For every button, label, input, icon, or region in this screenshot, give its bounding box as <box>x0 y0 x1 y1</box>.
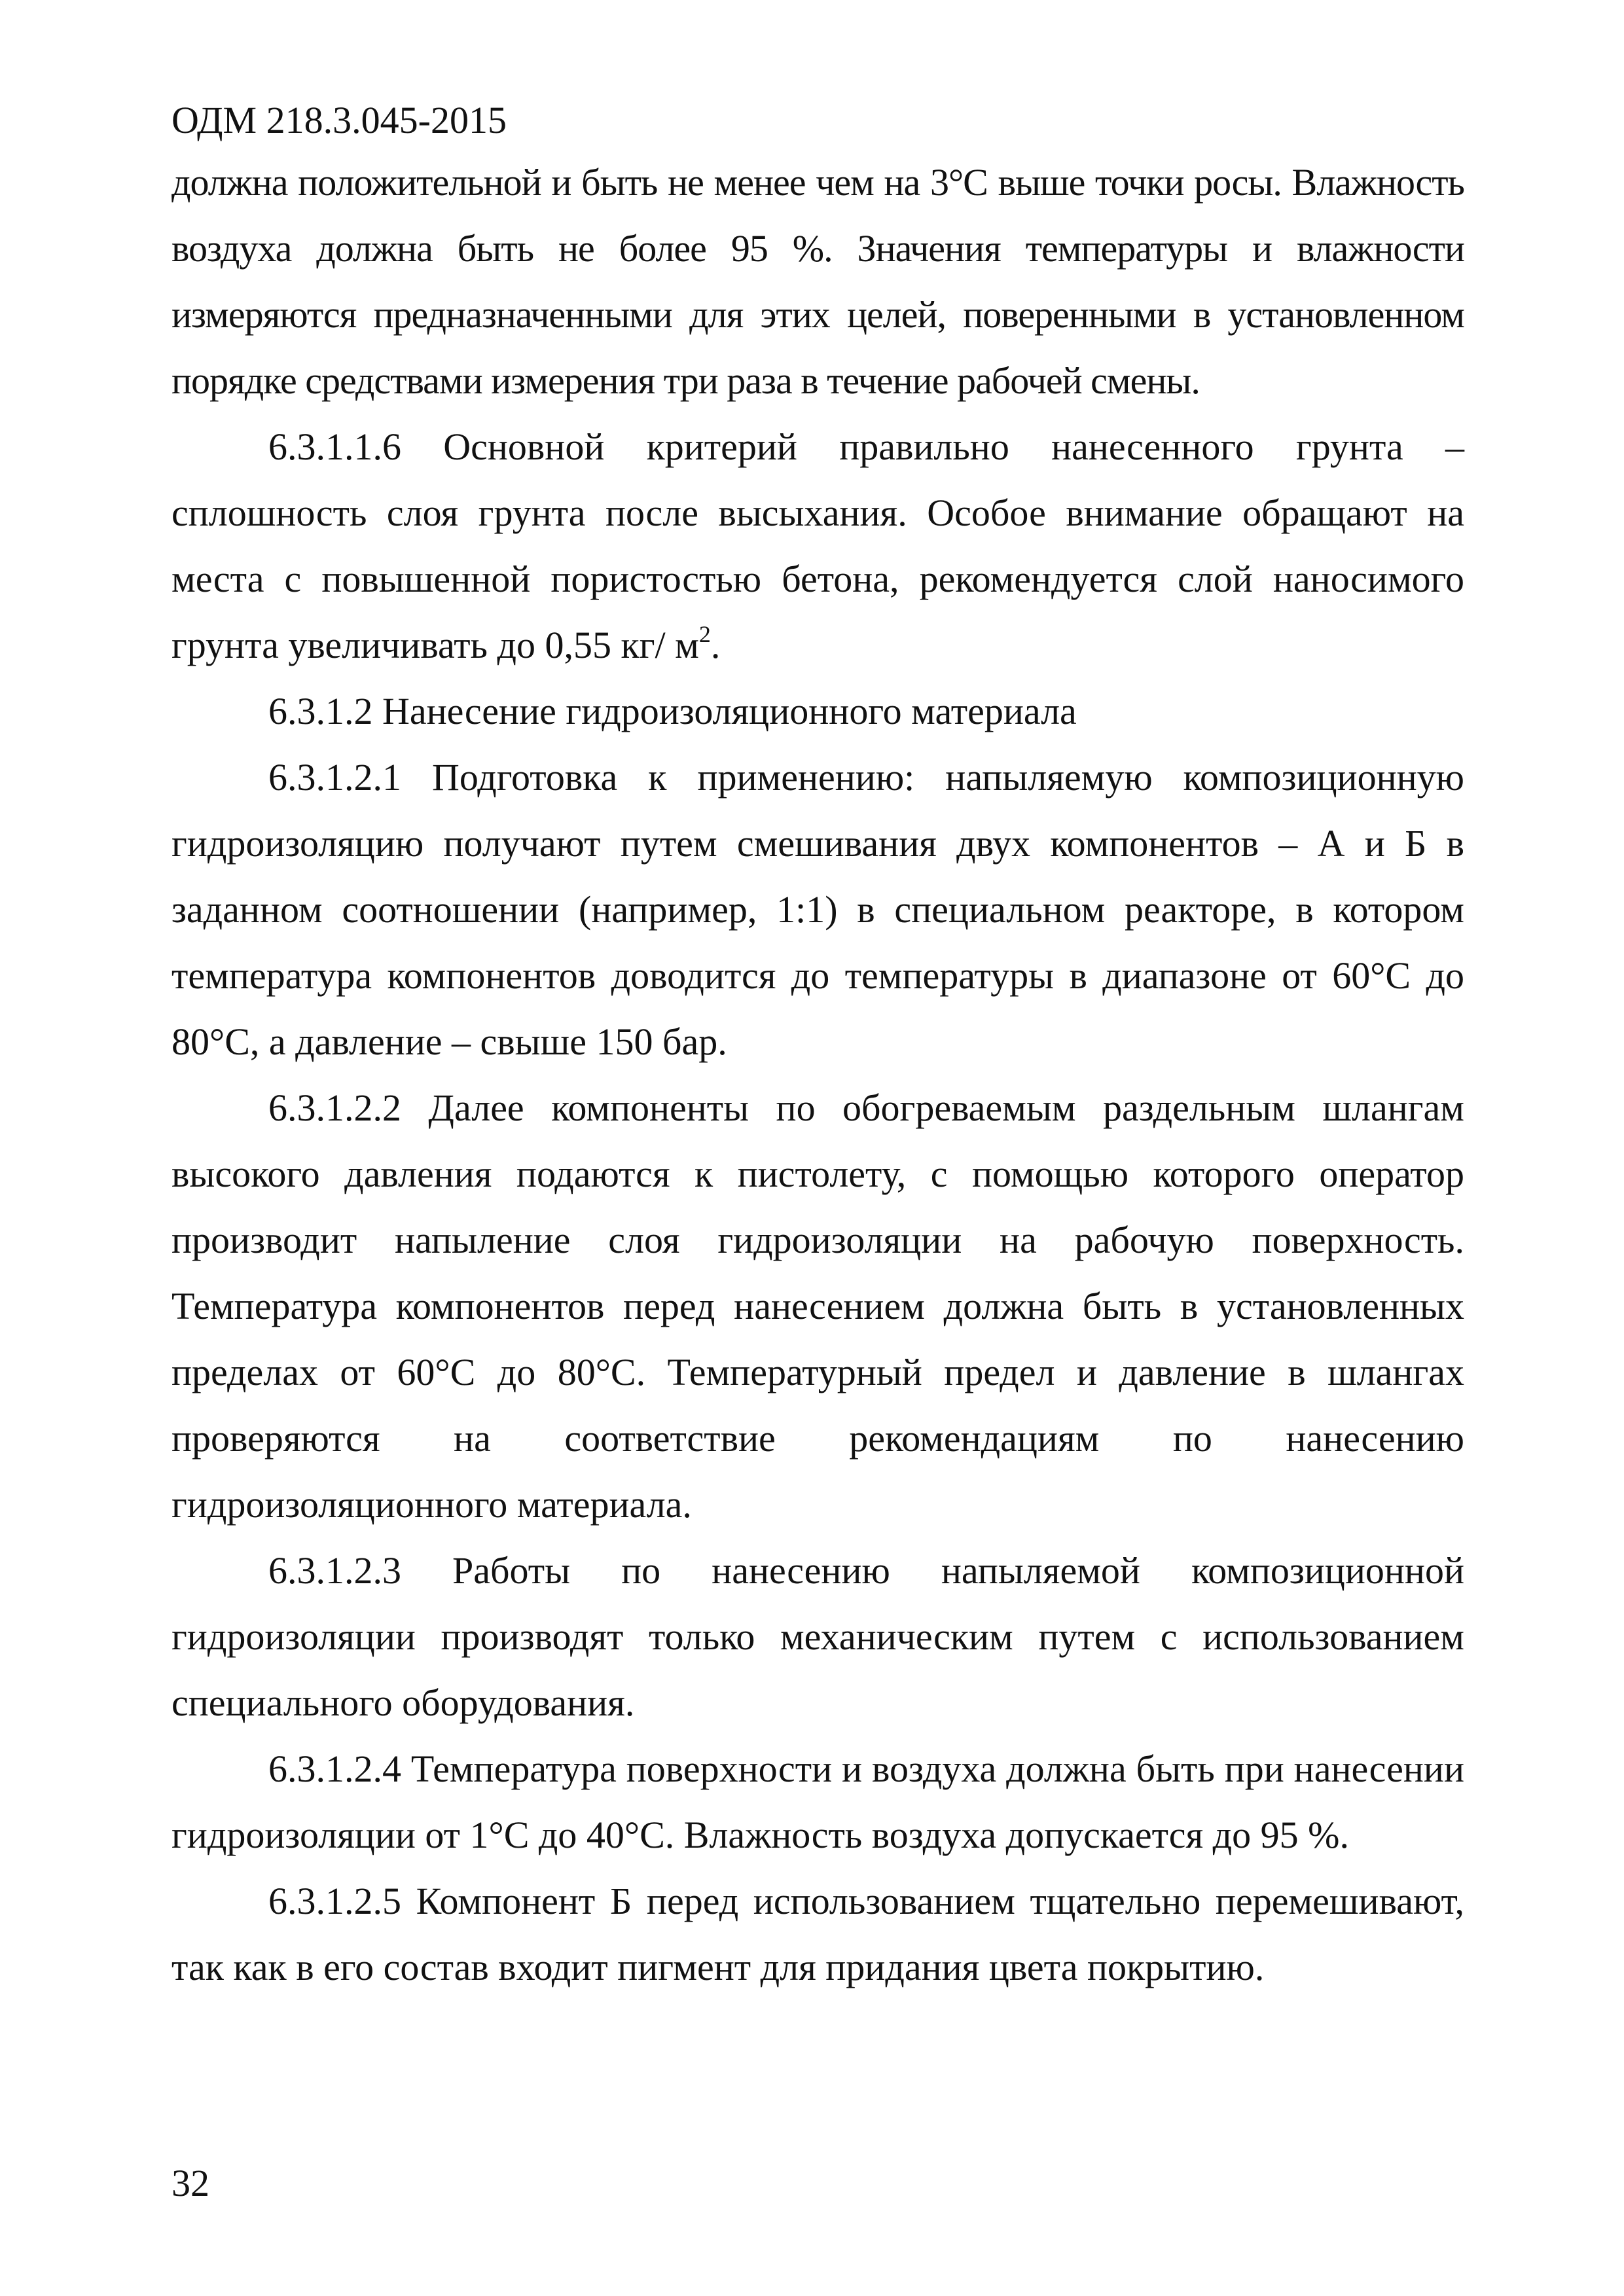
paragraph-6-3-1-2-3: 6.3.1.2.3 Работы по нанесению напыляемой композиционной гидроизоляции производят только механическим путем с использованием специального оборудования. <box>171 1549 1464 1724</box>
paragraph-6-3-1-2-4: 6.3.1.2.4 Температура поверхности и воздуха должна быть при нанесении гидроизоляции от 1°С до 40°С. Влажность воздуха допускается до 95 %. <box>171 1748 1464 1856</box>
superscript: 2 <box>698 621 711 647</box>
paragraph-6-3-1-1-6 <box>171 414 1464 678</box>
paragraph-text: 6.3.1.1.6 Основной критерий правильно нанесенного грунта – сплошность слоя грунта после высыхания. Особое внимание обращают на места с повышенной пористостью бетона, рекомендуется слой наносимого грунта увеличивать до 0,55 кг/ м <box>171 425 1464 666</box>
section-heading-6-3-1-2: 6.3.1.2 Нанесение гидроизоляционного материала <box>268 690 1077 732</box>
paragraph-continuation: должна положительной и быть не менее чем на 3°С выше точки росы. Влажность воздуха должна быть не более 95 %. Значения температуры и влажности измеряются предназначенными для этих целей, поверенными в установленном порядке средствами измерения три раза в течение рабочей смены. <box>171 161 1464 402</box>
document-body <box>171 149 1464 2000</box>
paragraph-6-3-1-2-2: 6.3.1.2.2 Далее компоненты по обогреваемым раздельным шлангам высокого давления подаются к пистолету, с помощью которого оператор производит напыление слоя гидроизоляции на рабочую поверхность. Температура компонентов перед нанесением должна быть в установленных пределах от 60°С до 80°С. Температурный предел и давление в шлангах проверяются на соответствие рекомендациям по нанесению гидроизоляционного материала. <box>171 1086 1464 1526</box>
paragraph-text-end: . <box>710 624 721 666</box>
document-code-header: ОДМ 218.3.045-2015 <box>171 99 507 141</box>
paragraph-6-3-1-2-5: 6.3.1.2.5 Компонент Б перед использованием тщательно перемешивают, так как в его состав входит пигмент для придания цвета покрытию. <box>171 1880 1464 1988</box>
page-number: 32 <box>171 2162 209 2204</box>
paragraph-6-3-1-2-1: 6.3.1.2.1 Подготовка к применению: напыляемую композиционную гидроизоляцию получают путем смешивания двух компонентов – А и Б в заданном соотношении (например, 1:1) в специальном реакторе, в котором температура компонентов доводится до температуры в диапазоне от 60°С до 80°С, а давление – свыше 150 бар. <box>171 756 1464 1063</box>
